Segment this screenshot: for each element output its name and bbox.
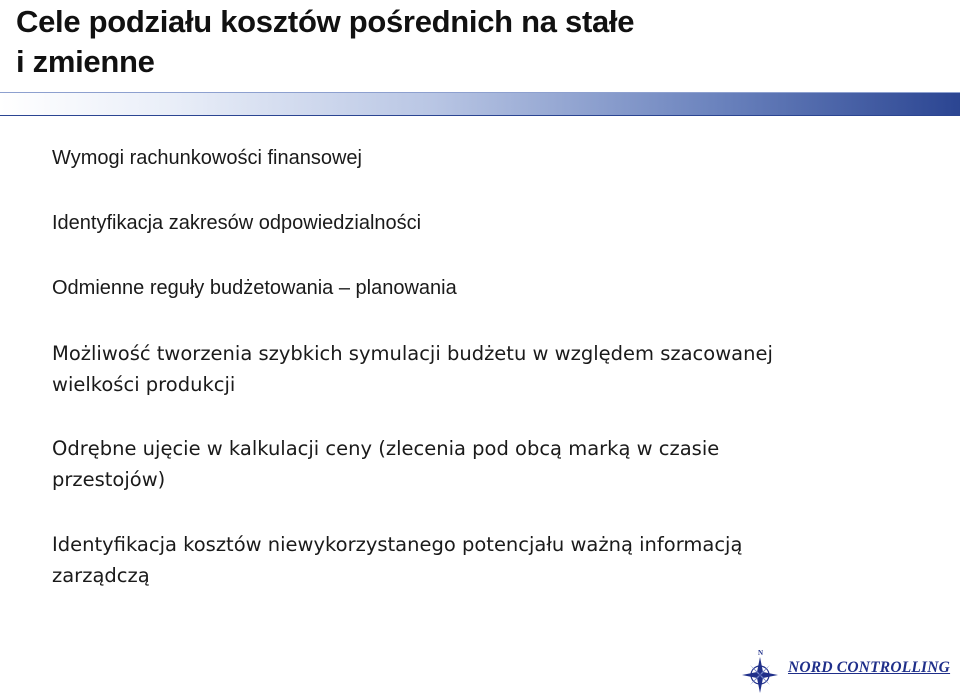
list-item-line: Identyfikacja kosztów niewykorzystanego potencjału ważną informacją [52,533,743,556]
title-gradient-bar [0,92,960,116]
list-item-line: Odrębne ujęcie w kalkulacji ceny (zlecenia pod obcą marką w czasie [52,437,720,460]
list-item-line: wielkości produkcji [52,373,236,396]
list-item [52,273,457,304]
list-item-line: zarządczą [52,564,150,587]
list-item [52,143,362,174]
compass-north-letter: N [758,649,764,657]
list-item [52,433,719,495]
list-item [52,338,773,400]
list-item [52,529,742,591]
logo-text: NORD CONTROLLING [788,659,951,676]
slide-title-line-1: Cele podziału kosztów pośrednich na stałe [16,4,635,39]
list-item-line: Wymogi rachunkowości finansowej [52,147,362,169]
slide-title [16,2,946,82]
list-item [52,208,421,239]
compass-rose-icon [736,648,784,696]
list-item-line: Możliwość tworzenia szybkich symulacji budżetu w względem szacowanej [52,342,773,365]
list-item-line: przestojów) [52,468,166,491]
slide-title-line-2: i zmienne [16,44,155,79]
list-item-line: Odmienne reguły budżetowania – planowania [52,277,457,299]
list-item-line: Identyfikacja zakresów odpowiedzialności [52,212,422,234]
nord-controlling-logo [736,648,958,696]
